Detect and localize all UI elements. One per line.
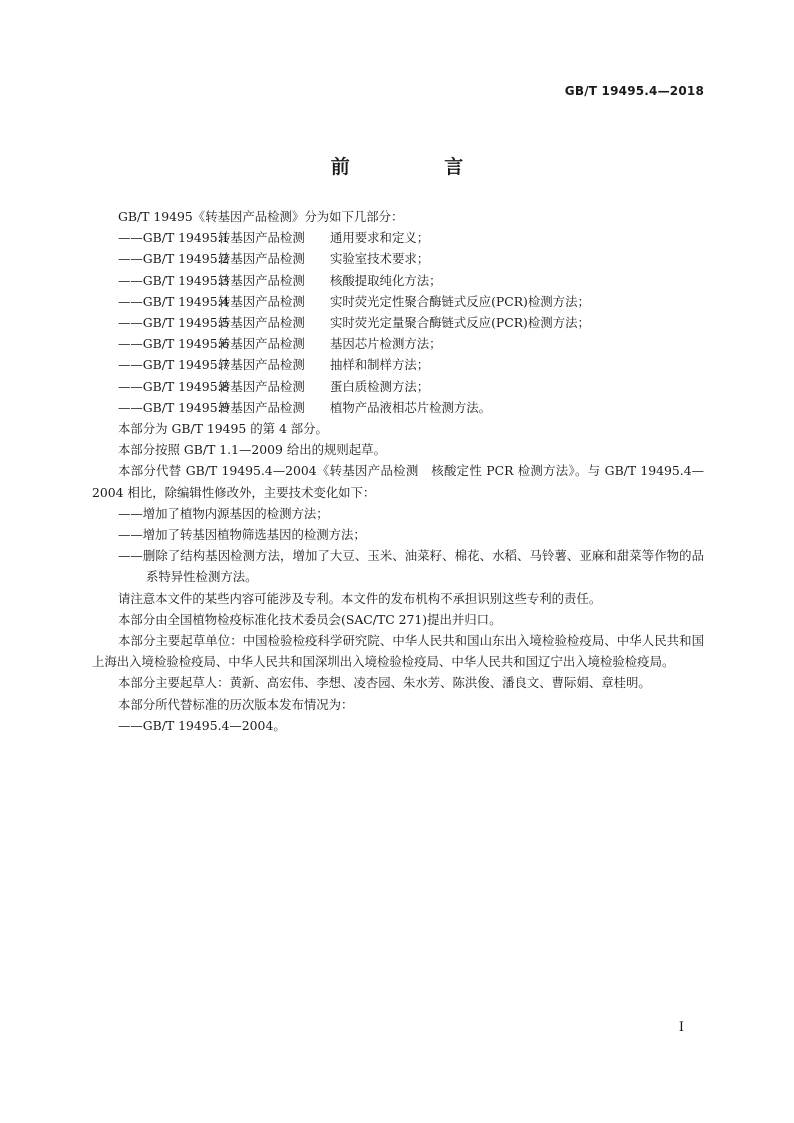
foreword-body: [92, 206, 704, 736]
list-item: ——删除了结构基因检测方法，增加了大豆、玉米、油菜籽、棉花、水稻、马铃薯、亚麻和甜菜等作物的品系特异性检测方法。: [118, 548, 704, 585]
list-item: ——增加了植物内源基因的检测方法；: [118, 505, 329, 521]
drafting-rule-paragraph: 本部分按照 GB/T 1.1—2009 给出的规则起草。: [118, 442, 386, 458]
part-of-paragraph: 本部分为 GB/T 19495 的第 4 部分。: [118, 421, 328, 437]
list-item: ——GB/T 19495.3转基因产品检测 核酸提取纯化方法；: [118, 272, 442, 288]
list-item: ——GB/T 19495.4转基因产品检测 实时荧光定性聚合酶链式反应(PCR)检测方法；: [118, 293, 590, 309]
history-paragraph: 本部分所代替标准的历次版本发布情况为：: [118, 696, 354, 712]
list-item: ——GB/T 19495.6转基因产品检测 基因芯片检测方法；: [118, 336, 442, 352]
list-item: ——GB/T 19495.7转基因产品检测 抽样和制样方法；: [118, 357, 430, 373]
list-item: ——GB/T 19495.8转基因产品检测 蛋白质检测方法；: [118, 378, 430, 394]
intro-paragraph: GB/T 19495《转基因产品检测》分为如下几部分：: [118, 209, 404, 224]
page-title: 前 言: [330, 156, 508, 178]
proposed-by-paragraph: 本部分由全国植物检疫标准化技术委员会(SAC/TC 271)提出并归口。: [118, 611, 502, 627]
standard-code: GB/T 19495.4—2018: [564, 84, 704, 98]
drafting-units-paragraph: 本部分主要起草单位：中国检验检疫科学研究院、中华人民共和国山东出入境检验检疫局、中华人民共和国上海出入境检验检疫局、中华人民共和国深圳出入境检验检疫局、中华人民共和国辽宁出入境检验检疫局。: [92, 633, 704, 670]
list-item: ——GB/T 19495.2转基因产品检测 实验室技术要求；: [118, 251, 430, 267]
drafters-paragraph: 本部分主要起草人：黄新、高宏伟、李想、凌杏园、朱水芳、陈洪俊、潘良文、曹际娟、章桂明。: [118, 675, 651, 691]
replaces-paragraph: 本部分代替 GB/T 19495.4—2004《转基因产品检测 核酸定性 PCR 检测方法》。与 GB/T 19495.4—2004 相比，除编辑性修改外，主要技术变化如下：: [92, 463, 704, 500]
list-item: ——GB/T 19495.1转基因产品检测 通用要求和定义；: [118, 230, 430, 246]
parts-list: [92, 227, 704, 418]
page-number: I: [678, 1020, 684, 1035]
list-item: ——GB/T 19495.5转基因产品检测 实时荧光定量聚合酶链式反应(PCR)检测方法；: [118, 315, 590, 331]
list-item: ——增加了转基因植物筛选基因的检测方法；: [118, 527, 366, 543]
list-item: ——GB/T 19495.9转基因产品检测 植物产品液相芯片检测方法。: [118, 399, 492, 415]
changes-list: [92, 503, 704, 588]
patent-notice: 请注意本文件的某些内容可能涉及专利。本文件的发布机构不承担识别这些专利的责任。: [118, 590, 602, 606]
history-item: ——GB/T 19495.4—2004。: [118, 717, 286, 733]
